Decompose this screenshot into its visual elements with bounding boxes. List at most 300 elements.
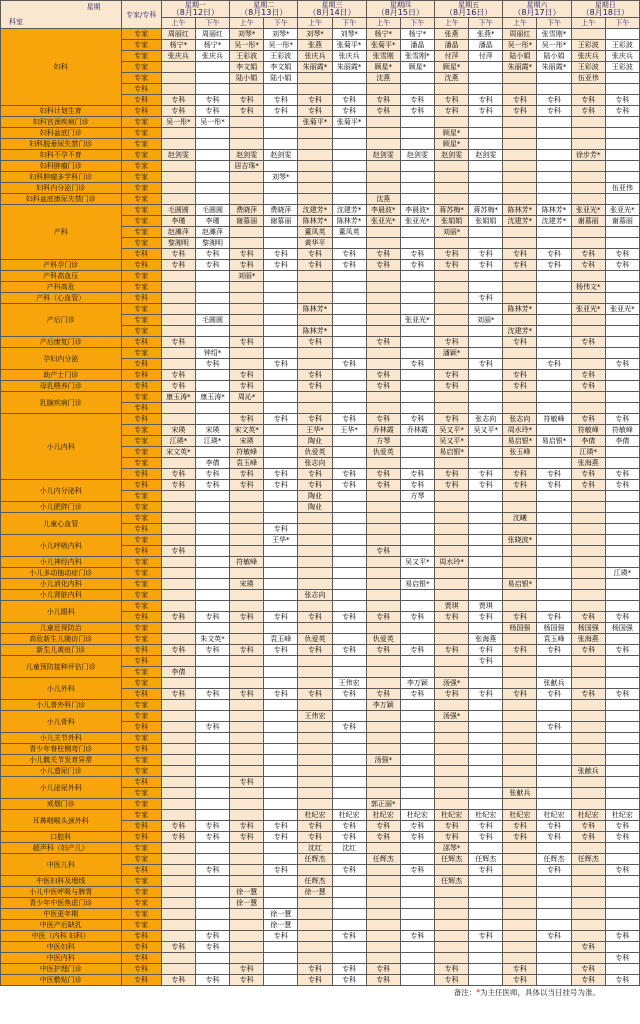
schedule-cell (264, 722, 298, 733)
schedule-cell (469, 568, 503, 579)
table-row (1, 271, 640, 282)
dept-name: 小儿消化内科 (1, 579, 122, 590)
schedule-cell (195, 568, 229, 579)
schedule-cell (503, 656, 537, 667)
schedule-cell: 专科 (298, 106, 332, 117)
schedule-cell (605, 293, 639, 304)
table-row (1, 887, 640, 898)
schedule-cell (400, 227, 434, 238)
schedule-cell: 蒋苏梅* (469, 205, 503, 216)
schedule-cell: 专科 (230, 832, 264, 843)
schedule-cell (366, 293, 400, 304)
schedule-cell: 专科 (571, 821, 605, 832)
schedule-cell (264, 238, 298, 249)
schedule-cell (264, 656, 298, 667)
dept-name: 中医内科 (1, 953, 122, 964)
dept-name: 产科（心血管） (1, 293, 122, 304)
schedule-cell (503, 887, 537, 898)
row-type: 专科 (121, 337, 161, 348)
table-row (1, 282, 640, 293)
schedule-cell (264, 953, 298, 964)
header-am: 上午 (571, 18, 605, 29)
schedule-cell (161, 755, 195, 766)
schedule-cell: 专科 (161, 95, 195, 106)
schedule-cell (332, 161, 366, 172)
schedule-cell: 专科 (503, 95, 537, 106)
schedule-cell (161, 579, 195, 590)
dept-name: 助产士门诊 (1, 370, 122, 381)
schedule-cell: 周丽红 (503, 29, 537, 40)
row-type: 专科 (121, 414, 161, 425)
schedule-cell (469, 183, 503, 194)
schedule-cell (605, 942, 639, 953)
schedule-cell: 沈燕 (435, 73, 469, 84)
schedule-cell (161, 700, 195, 711)
schedule-cell (366, 403, 400, 414)
schedule-cell (366, 931, 400, 942)
schedule-cell: 专科 (230, 689, 264, 700)
schedule-cell: 张亚光* (400, 216, 434, 227)
schedule-cell (537, 568, 571, 579)
schedule-cell: 专科 (605, 249, 639, 260)
schedule-cell (503, 700, 537, 711)
schedule-cell (571, 117, 605, 128)
schedule-cell (503, 766, 537, 777)
schedule-cell (366, 392, 400, 403)
schedule-cell: 李万颖 (366, 700, 400, 711)
dept-name: 小儿泌尿外科 (1, 777, 122, 799)
schedule-cell (400, 623, 434, 634)
schedule-cell (366, 161, 400, 172)
schedule-cell (503, 227, 537, 238)
table-row (1, 678, 640, 689)
table-row (1, 150, 640, 161)
schedule-cell (605, 755, 639, 766)
table-row (1, 590, 640, 601)
schedule-cell: 符敏峰 (230, 557, 264, 568)
schedule-cell (195, 370, 229, 381)
schedule-cell (264, 458, 298, 469)
schedule-cell (571, 326, 605, 337)
schedule-cell (400, 546, 434, 557)
schedule-cell (605, 667, 639, 678)
schedule-cell (366, 359, 400, 370)
schedule-cell (298, 315, 332, 326)
schedule-cell: 吴又平* (400, 557, 434, 568)
schedule-cell: 专科 (435, 95, 469, 106)
table-row (1, 645, 640, 656)
schedule-cell: 张庆兵 (571, 51, 605, 62)
schedule-cell (264, 271, 298, 282)
dept-name: 小儿中医呼吸与脾胃 (1, 887, 122, 898)
schedule-cell (537, 271, 571, 282)
schedule-cell: 朱丽霞* (503, 62, 537, 73)
schedule-cell (298, 601, 332, 612)
schedule-cell (400, 920, 434, 931)
schedule-cell (469, 447, 503, 458)
schedule-cell: 专科 (264, 106, 298, 117)
schedule-cell: 任辉杰 (366, 854, 400, 865)
schedule-cell (298, 909, 332, 920)
schedule-cell (195, 447, 229, 458)
schedule-cell: 专科 (298, 260, 332, 271)
schedule-cell (264, 337, 298, 348)
table-row (1, 755, 640, 766)
schedule-cell (195, 381, 229, 392)
schedule-cell: 专科 (469, 249, 503, 260)
schedule-cell (400, 436, 434, 447)
schedule-cell: 专科 (571, 975, 605, 986)
schedule-cell (469, 777, 503, 788)
schedule-cell (161, 524, 195, 535)
schedule-cell (571, 711, 605, 722)
schedule-cell (366, 777, 400, 788)
schedule-cell (605, 491, 639, 502)
schedule-cell (332, 766, 366, 777)
schedule-cell: 专科 (605, 953, 639, 964)
row-type: 专家 (121, 909, 161, 920)
schedule-cell (503, 898, 537, 909)
schedule-cell (298, 359, 332, 370)
schedule-cell (400, 117, 434, 128)
schedule-cell (605, 348, 639, 359)
schedule-cell (161, 271, 195, 282)
schedule-cell: 专科 (230, 260, 264, 271)
schedule-cell (469, 711, 503, 722)
schedule-cell: 潘晶 (400, 40, 434, 51)
schedule-cell: 李瑾 (161, 216, 195, 227)
schedule-cell (298, 282, 332, 293)
schedule-cell: 谢慕丽 (264, 216, 298, 227)
schedule-cell: 杜纪宏 (503, 810, 537, 821)
schedule-cell: 专科 (161, 942, 195, 953)
schedule-cell (537, 403, 571, 414)
schedule-cell: 专科 (161, 381, 195, 392)
schedule-cell (469, 161, 503, 172)
schedule-cell (400, 656, 434, 667)
row-type: 专家 (121, 205, 161, 216)
schedule-cell (230, 722, 264, 733)
row-type: 专家 (121, 117, 161, 128)
schedule-cell (537, 293, 571, 304)
schedule-cell: 符敏峰 (605, 425, 639, 436)
schedule-cell: 专科 (605, 260, 639, 271)
schedule-cell (366, 722, 400, 733)
schedule-cell: 专科 (400, 612, 434, 623)
schedule-cell (537, 502, 571, 513)
schedule-cell: 袁玉峰 (537, 634, 571, 645)
schedule-cell: 专科 (435, 480, 469, 491)
header-corner-dept: 科室 (9, 18, 23, 26)
row-type: 专家 (121, 73, 161, 84)
schedule-cell (605, 150, 639, 161)
schedule-cell (605, 788, 639, 799)
schedule-cell (503, 282, 537, 293)
schedule-cell: 张庆兵 (332, 51, 366, 62)
schedule-cell: 赵剑雯 (400, 150, 434, 161)
schedule-cell: 杜纪宏 (537, 810, 571, 821)
schedule-cell (605, 799, 639, 810)
schedule-cell: 专科 (537, 832, 571, 843)
schedule-cell (264, 117, 298, 128)
schedule-cell: 谢慕丽 (605, 216, 639, 227)
schedule-cell: 宋瑛 (161, 425, 195, 436)
schedule-cell (537, 975, 571, 986)
schedule-cell: 专科 (264, 480, 298, 491)
row-type: 专家 (121, 568, 161, 579)
schedule-cell (264, 183, 298, 194)
table-row (1, 975, 640, 986)
row-type: 专家 (121, 920, 161, 931)
schedule-cell: 专科 (435, 337, 469, 348)
row-type: 专科 (121, 975, 161, 986)
schedule-cell (161, 634, 195, 645)
schedule-cell (435, 799, 469, 810)
schedule-cell (332, 590, 366, 601)
schedule-cell (435, 865, 469, 876)
schedule-cell (366, 227, 400, 238)
schedule-cell (571, 491, 605, 502)
row-type: 专家 (121, 898, 161, 909)
schedule-cell (537, 513, 571, 524)
schedule-cell (469, 557, 503, 568)
schedule-cell (332, 326, 366, 337)
schedule-cell: 专科 (503, 832, 537, 843)
schedule-cell (230, 623, 264, 634)
schedule-cell (503, 590, 537, 601)
schedule-cell: 专科 (332, 260, 366, 271)
schedule-cell: 专科 (264, 95, 298, 106)
schedule-cell (537, 700, 571, 711)
schedule-cell (605, 887, 639, 898)
schedule-cell (366, 304, 400, 315)
header-day-name: 星期一 (184, 1, 206, 9)
header-day (298, 1, 366, 18)
row-type: 专家 (121, 491, 161, 502)
schedule-cell: 专科 (264, 689, 298, 700)
schedule-cell (537, 227, 571, 238)
schedule-cell (332, 700, 366, 711)
schedule-cell (366, 172, 400, 183)
schedule-cell (469, 920, 503, 931)
schedule-cell: 伍亚伟 (571, 73, 605, 84)
schedule-cell (298, 271, 332, 282)
schedule-cell (195, 579, 229, 590)
schedule-cell (195, 953, 229, 964)
schedule-cell: 黎湘明 (195, 238, 229, 249)
schedule-cell (161, 590, 195, 601)
schedule-cell (264, 128, 298, 139)
schedule-cell (503, 557, 537, 568)
schedule-cell: 专科 (161, 337, 195, 348)
schedule-cell (571, 887, 605, 898)
schedule-cell (435, 502, 469, 513)
schedule-cell (503, 865, 537, 876)
schedule-cell (435, 183, 469, 194)
schedule-cell (195, 700, 229, 711)
schedule-cell: 王华* (332, 425, 366, 436)
schedule-cell (469, 722, 503, 733)
schedule-cell (366, 590, 400, 601)
schedule-cell (230, 865, 264, 876)
table-row (1, 568, 640, 579)
schedule-cell (537, 898, 571, 909)
schedule-cell (605, 29, 639, 40)
schedule-cell (605, 326, 639, 337)
schedule-cell: 专科 (400, 821, 434, 832)
schedule-cell (366, 502, 400, 513)
schedule-cell: 专科 (230, 480, 264, 491)
schedule-cell: 专科 (469, 832, 503, 843)
schedule-cell: 伍亚伟 (605, 183, 639, 194)
schedule-cell: 蒋苏梅* (435, 205, 469, 216)
schedule-cell (298, 579, 332, 590)
schedule-cell (469, 326, 503, 337)
schedule-cell (230, 502, 264, 513)
schedule-cell: 付萍 (435, 51, 469, 62)
table-row (1, 843, 640, 854)
schedule-cell: 专科 (537, 469, 571, 480)
schedule-cell: 张庆兵 (195, 51, 229, 62)
schedule-cell (298, 799, 332, 810)
schedule-cell (503, 546, 537, 557)
schedule-cell: 专科 (161, 469, 195, 480)
schedule-cell (195, 590, 229, 601)
schedule-cell (366, 326, 400, 337)
schedule-cell (503, 84, 537, 95)
row-type: 专科 (121, 95, 161, 106)
schedule-cell: 专科 (161, 546, 195, 557)
schedule-cell (469, 458, 503, 469)
schedule-cell (469, 502, 503, 513)
schedule-cell: 专科 (435, 821, 469, 832)
schedule-cell (298, 183, 332, 194)
schedule-cell (605, 546, 639, 557)
schedule-cell (230, 117, 264, 128)
schedule-cell (264, 557, 298, 568)
schedule-cell: 任辉杰 (298, 876, 332, 887)
schedule-cell: 专科 (332, 359, 366, 370)
schedule-cell (469, 678, 503, 689)
schedule-cell: 专科 (537, 645, 571, 656)
schedule-cell (469, 348, 503, 359)
schedule-cell (537, 788, 571, 799)
schedule-cell (230, 359, 264, 370)
schedule-cell: 李文娟 (264, 62, 298, 73)
schedule-cell (400, 337, 434, 348)
schedule-cell (503, 502, 537, 513)
row-type: 专家 (121, 271, 161, 282)
schedule-cell (332, 458, 366, 469)
schedule-cell: 吴一彤* (503, 40, 537, 51)
schedule-cell: 专科 (332, 689, 366, 700)
schedule-cell (298, 788, 332, 799)
schedule-cell (503, 161, 537, 172)
schedule-cell (435, 194, 469, 205)
schedule-cell (537, 733, 571, 744)
schedule-cell (264, 755, 298, 766)
schedule-cell (503, 172, 537, 183)
schedule-cell (332, 491, 366, 502)
row-type: 专家 (121, 843, 161, 854)
schedule-cell (435, 513, 469, 524)
row-type: 专家 (121, 194, 161, 205)
schedule-cell: 任辉杰 (435, 854, 469, 865)
schedule-cell (537, 491, 571, 502)
schedule-cell: 刘琴* (230, 29, 264, 40)
schedule-cell: 专科 (400, 469, 434, 480)
schedule-cell (366, 887, 400, 898)
schedule-cell (571, 876, 605, 887)
schedule-cell (230, 315, 264, 326)
schedule-cell: 刘丽* (469, 315, 503, 326)
schedule-cell: 顾星* (435, 139, 469, 150)
schedule-cell (537, 777, 571, 788)
schedule-cell: 专科 (230, 249, 264, 260)
schedule-cell (469, 436, 503, 447)
schedule-cell: 专科 (571, 106, 605, 117)
header-am: 上午 (230, 18, 264, 29)
schedule-cell (161, 601, 195, 612)
schedule-cell (503, 799, 537, 810)
row-type: 专科 (121, 84, 161, 95)
row-type: 专家 (121, 227, 161, 238)
dept-name: 产科高危 (1, 282, 122, 293)
schedule-cell (161, 777, 195, 788)
schedule-cell: 专科 (195, 689, 229, 700)
table-row (1, 139, 640, 150)
schedule-cell: 康玉涛* (161, 392, 195, 403)
schedule-cell: 专科 (298, 612, 332, 623)
schedule-cell: 张娟娟 (469, 216, 503, 227)
schedule-cell (264, 876, 298, 887)
schedule-cell (537, 150, 571, 161)
schedule-cell (537, 315, 571, 326)
schedule-cell (332, 238, 366, 249)
schedule-cell (537, 337, 571, 348)
table-row (1, 656, 640, 667)
schedule-cell (161, 953, 195, 964)
schedule-cell: 专科 (161, 645, 195, 656)
schedule-cell: 王彩波 (230, 51, 264, 62)
table-header (1, 1, 640, 29)
schedule-cell: 张庆兵 (298, 51, 332, 62)
header-corner (1, 1, 122, 29)
schedule-cell (366, 733, 400, 744)
schedule-cell: 邵琴* (435, 843, 469, 854)
schedule-cell (469, 139, 503, 150)
schedule-cell (161, 722, 195, 733)
row-type: 专家 (121, 172, 161, 183)
schedule-cell (537, 667, 571, 678)
schedule-cell (366, 623, 400, 634)
schedule-cell (298, 524, 332, 535)
schedule-cell (503, 931, 537, 942)
schedule-cell (400, 568, 434, 579)
schedule-cell: 陈林芳* (503, 304, 537, 315)
schedule-cell: 专科 (366, 337, 400, 348)
schedule-cell (400, 942, 434, 953)
schedule-cell (400, 909, 434, 920)
schedule-cell (469, 403, 503, 414)
schedule-cell (366, 513, 400, 524)
schedule-cell (366, 128, 400, 139)
schedule-cell: 专科 (161, 480, 195, 491)
schedule-cell: 专科 (298, 337, 332, 348)
schedule-cell: 付萍 (469, 51, 503, 62)
schedule-cell (435, 315, 469, 326)
dept-name: 小儿神经内科 (1, 557, 122, 568)
